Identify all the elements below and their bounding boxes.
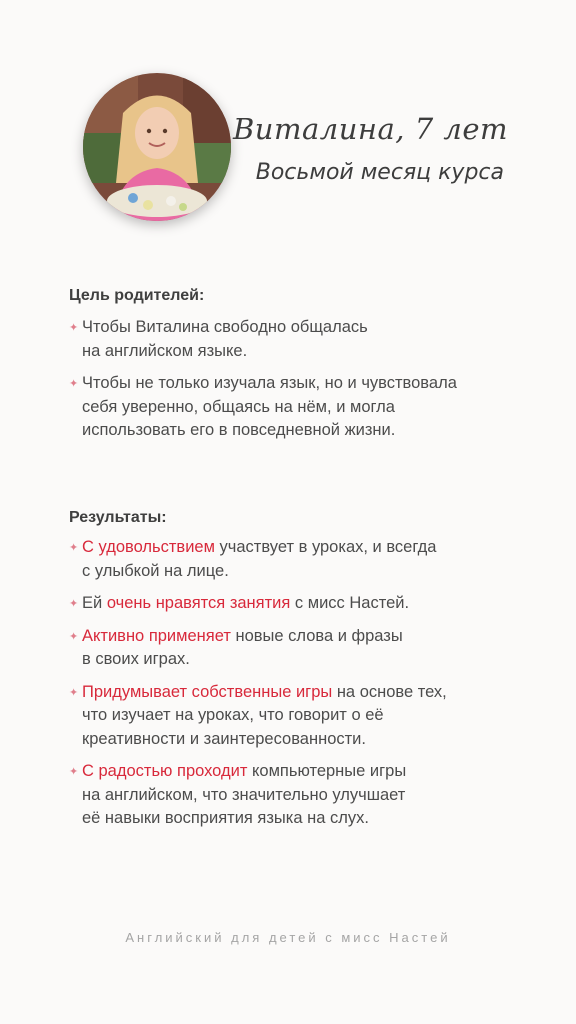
- list-item: ✦ Чтобы не только изучала язык, но и чувствовала себя уверенно, общаясь на нём, и могла использовать его в повседневной жизни.: [69, 374, 457, 439]
- child-photo-icon: [83, 73, 231, 221]
- sparkle-icon: ✦: [69, 766, 79, 778]
- sparkle-icon: ✦: [69, 322, 79, 334]
- list-item: ✦ С радостью проходит компьютерные игры на английском, что значительно улучшает её навыки восприятия языка на слух.: [69, 762, 407, 827]
- list-item: ✦ Ей очень нравятся занятия с мисс Настей.: [69, 592, 529, 616]
- results-title: Результаты:: [69, 509, 167, 526]
- course-month: Восьмой месяц курса: [255, 160, 504, 185]
- sparkle-icon: ✦: [69, 598, 79, 610]
- sparkle-icon: ✦: [69, 686, 79, 699]
- sparkle-icon: ✦: [69, 630, 79, 643]
- profile-photo: [83, 73, 231, 221]
- list-item: ✦ Придумывает собственные игры на основе тех, что изучает на уроках, что говорит о её креативности и заинтересованности.: [69, 682, 447, 748]
- student-name: Виталина, 7 лет: [232, 112, 508, 146]
- goals-list: [69, 316, 529, 443]
- sparkle-icon: ✦: [69, 542, 79, 554]
- results-list: [69, 536, 529, 831]
- sparkle-icon: ✦: [69, 378, 79, 390]
- list-item: ✦ Активно применяет новые слова и фразы в своих играх.: [69, 626, 403, 668]
- goals-title: Цель родителей:: [69, 287, 205, 304]
- list-item: ✦ С удовольствием участвует в уроках, и всегда с улыбкой на лице.: [69, 538, 437, 580]
- footer-brand: Английский для детей с мисс Настей: [125, 930, 451, 945]
- list-item: ✦ Чтобы Виталина свободно общалась на английском языке.: [69, 318, 368, 360]
